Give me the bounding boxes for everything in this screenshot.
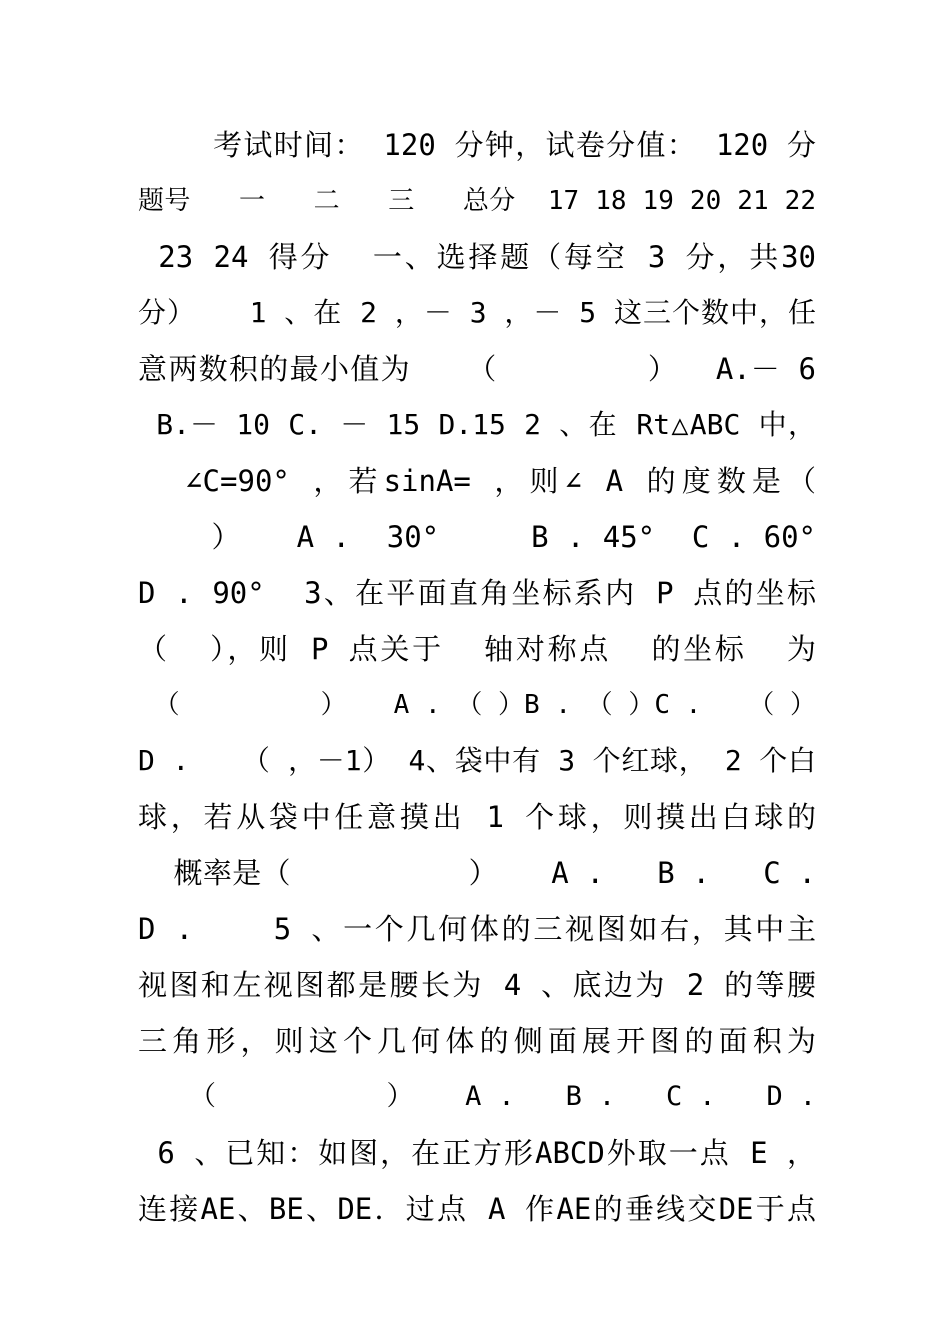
text-line-18: （ ） A . B . C . D . bbox=[138, 1081, 816, 1112]
text-line-6: B.－ 10 C. － 15 D.15 2 、在 Rt△ABC 中， bbox=[138, 408, 816, 441]
text-line-4: 分） 1 、在 2 ，－ 3 ，－ 5 这三个数中，任 bbox=[138, 296, 816, 329]
text-line-17: 三角形，则这个几何体的侧面展开图的面积为 bbox=[138, 1024, 816, 1058]
text-line-8: ） A . 30° B . 45° C . 60° bbox=[138, 520, 816, 554]
text-line-3: 23 24 得分 一、选择题（每空 3 分，共30 bbox=[138, 240, 816, 274]
text-line-15: D . 5 、一个几何体的三视图如右，其中主 bbox=[138, 912, 816, 946]
text-line-7: ∠C=90° ，若sinA= ，则∠ A 的度数是（ bbox=[138, 464, 816, 498]
text-line-1: 考试时间： 120 分钟，试卷分值： 120 分 bbox=[138, 128, 816, 162]
text-line-10: （ ），则 P 点关于 轴对称点 的坐标 为 bbox=[138, 632, 816, 666]
text-line-16: 视图和左视图都是腰长为 4 、底边为 2 的等腰 bbox=[138, 968, 816, 1002]
text-line-20: 连接AE、BE、DE．过点 A 作AE的垂线交DE于点 bbox=[138, 1192, 816, 1226]
text-line-11: （ ） A . （ ）B . （ ）C . （ ） bbox=[138, 690, 816, 720]
text-line-2: 题号 一 二 三 总分 17 18 19 20 21 22 bbox=[138, 186, 816, 216]
text-line-5: 意两数积的最小值为 （ ） A.－ 6 bbox=[138, 352, 816, 386]
text-line-13: 球，若从袋中任意摸出 1 个球，则摸出白球的 bbox=[138, 800, 816, 834]
text-line-12: D . （ ，－1） 4、袋中有 3 个红球， 2 个白 bbox=[138, 744, 816, 777]
text-line-9: D . 90° 3、在平面直角坐标系内 P 点的坐标 bbox=[138, 576, 816, 610]
text-line-19: 6 、已知：如图，在正方形ABCD外取一点 E ， bbox=[138, 1136, 816, 1170]
text-line-14: 概率是（ ） A . B . C . bbox=[138, 856, 816, 890]
